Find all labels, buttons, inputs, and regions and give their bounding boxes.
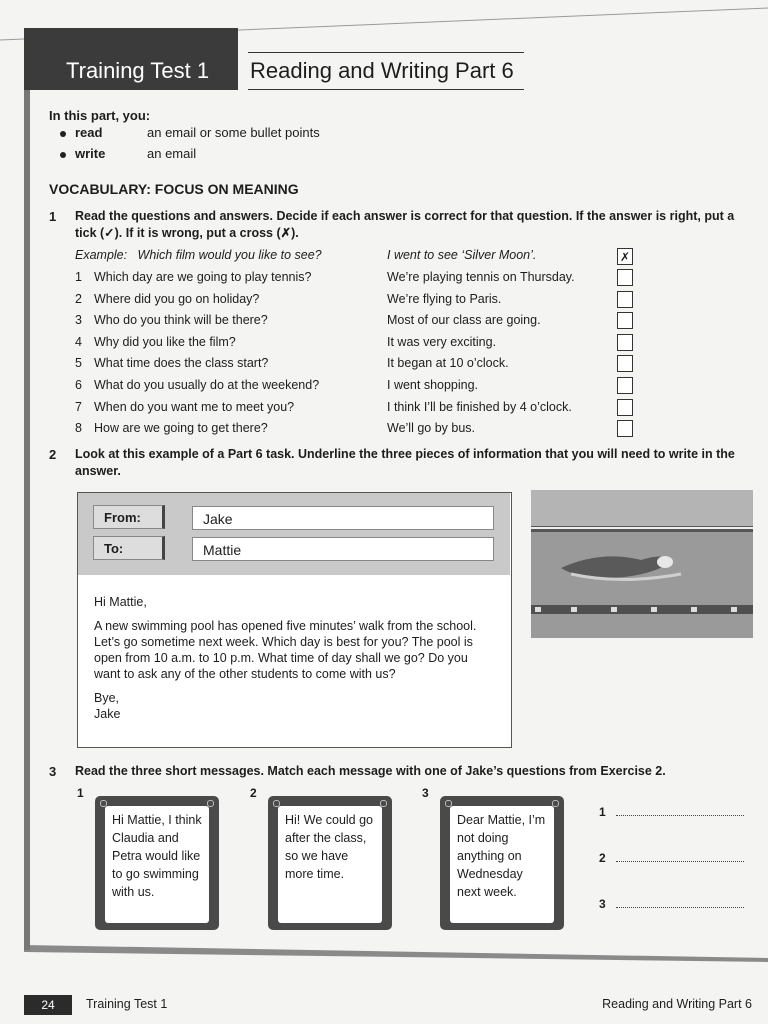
message-text: Hi Mattie, I think Claudia and Petra would like to go swimming with us. — [105, 806, 209, 923]
message-text: Dear Mattie, I’m not doing anything on Wednesday next week. — [450, 806, 554, 923]
email-signoff: Bye, — [94, 691, 120, 705]
swimmer-photo — [531, 490, 753, 638]
bullet-icon — [60, 131, 66, 137]
page-subtitle: Reading and Writing Part 6 — [250, 58, 514, 83]
email-body — [94, 594, 494, 722]
answer-text: It was very exciting. — [387, 334, 497, 349]
answer-text: It began at 10 o’clock. — [387, 356, 509, 371]
answer-text: I think I’ll be finished by 4 o’clock. — [387, 399, 572, 414]
email-text: A new swimming pool has opened five minutes’ walk from the school. Let’s go sometime next week. Which day is best for you? The pool is open from 10 a.m. to 10 p.m. What time of day shall we go? Do you want to ask any of the other students to come with us? — [94, 619, 477, 681]
example-answer: I went to see ‘Silver Moon’. — [387, 248, 537, 262]
answer-blank[interactable] — [616, 815, 744, 816]
question-row: 6 What do you usually do at the weekend? — [75, 378, 320, 392]
message-text: Hi! We could go after the class, so we have more time. — [278, 806, 382, 923]
email-signature: Jake — [94, 707, 121, 721]
tick-box[interactable] — [617, 312, 633, 329]
message-card — [440, 796, 564, 930]
footer-right: Reading and Writing Part 6 — [602, 997, 752, 1011]
question-row: 1 Which day are we going to play tennis? — [75, 270, 312, 284]
tick-box[interactable] — [617, 334, 633, 351]
answer-line[interactable]: 3 — [599, 897, 744, 911]
bullet-icon — [60, 152, 66, 158]
question-row: 4 Why did you like the film? — [75, 334, 236, 349]
tick-box[interactable] — [617, 355, 633, 372]
section-title: VOCABULARY: FOCUS ON MEANING — [49, 181, 299, 197]
exercise-instruction: Read the questions and answers. Decide if each answer is correct for that question. If the answer is right, put a tick (✓). If it is wrong, put a cross (✗). — [75, 209, 735, 240]
tick-box[interactable] — [617, 377, 633, 394]
message-card — [268, 796, 392, 930]
banner-title: Training Test 1 — [66, 58, 210, 83]
answer-line[interactable]: 1 — [599, 805, 744, 819]
answer-text: Most of our class are going. — [387, 313, 541, 328]
question-row: 2 Where did you go on holiday? — [75, 291, 260, 306]
email-greeting: Hi Mattie, — [94, 595, 147, 609]
from-field: Jake — [192, 506, 494, 530]
exercise-instruction: Read the three short messages. Match each message with one of Jake’s questions from Exercise 2. — [75, 764, 666, 778]
intro-lead: In this part, you: — [49, 108, 151, 123]
question-row: 3 Who do you think will be there? — [75, 313, 268, 328]
tick-box[interactable] — [617, 420, 633, 437]
question-row: 7 When do you want me to meet you? — [75, 399, 295, 414]
example-mark-box: ✗ — [617, 248, 633, 265]
question-row: 8 How are we going to get there? — [75, 421, 268, 436]
exercise-instruction: Look at this example of a Part 6 task. Underline the three pieces of information that you will need to write in the answer. — [75, 447, 735, 478]
answer-text: I went shopping. — [387, 378, 479, 392]
to-field: Mattie — [192, 537, 494, 561]
exercise-number: 1 — [49, 209, 57, 224]
footer-left: Training Test 1 — [86, 997, 168, 1011]
message-number: 1 — [77, 786, 84, 800]
from-label: From: — [93, 505, 165, 529]
answer-text: We’re playing tennis on Thursday. — [387, 270, 575, 284]
example-row: Example: Which film would you like to see? — [75, 248, 322, 262]
answer-text: We’re flying to Paris. — [387, 291, 502, 306]
page-number: 24 — [24, 995, 72, 1015]
question-row: 5 What time does the class start? — [75, 356, 269, 371]
message-card — [95, 796, 219, 930]
answer-blank[interactable] — [616, 907, 744, 908]
tick-box[interactable] — [617, 399, 633, 416]
exercise-number: 3 — [49, 764, 57, 779]
answer-text: We’ll go by bus. — [387, 421, 476, 436]
tick-box[interactable] — [617, 291, 633, 308]
message-number: 3 — [422, 786, 429, 800]
tick-box[interactable] — [617, 269, 633, 286]
exercise-number: 2 — [49, 447, 57, 462]
answer-line[interactable]: 2 — [599, 851, 744, 865]
left-margin-rule — [24, 90, 30, 950]
to-label: To: — [93, 536, 165, 560]
message-number: 2 — [250, 786, 257, 800]
answer-blank[interactable] — [616, 861, 744, 862]
intro-bullet: read an email or some bullet points — [60, 125, 320, 140]
intro-bullet: write an email — [60, 146, 196, 161]
